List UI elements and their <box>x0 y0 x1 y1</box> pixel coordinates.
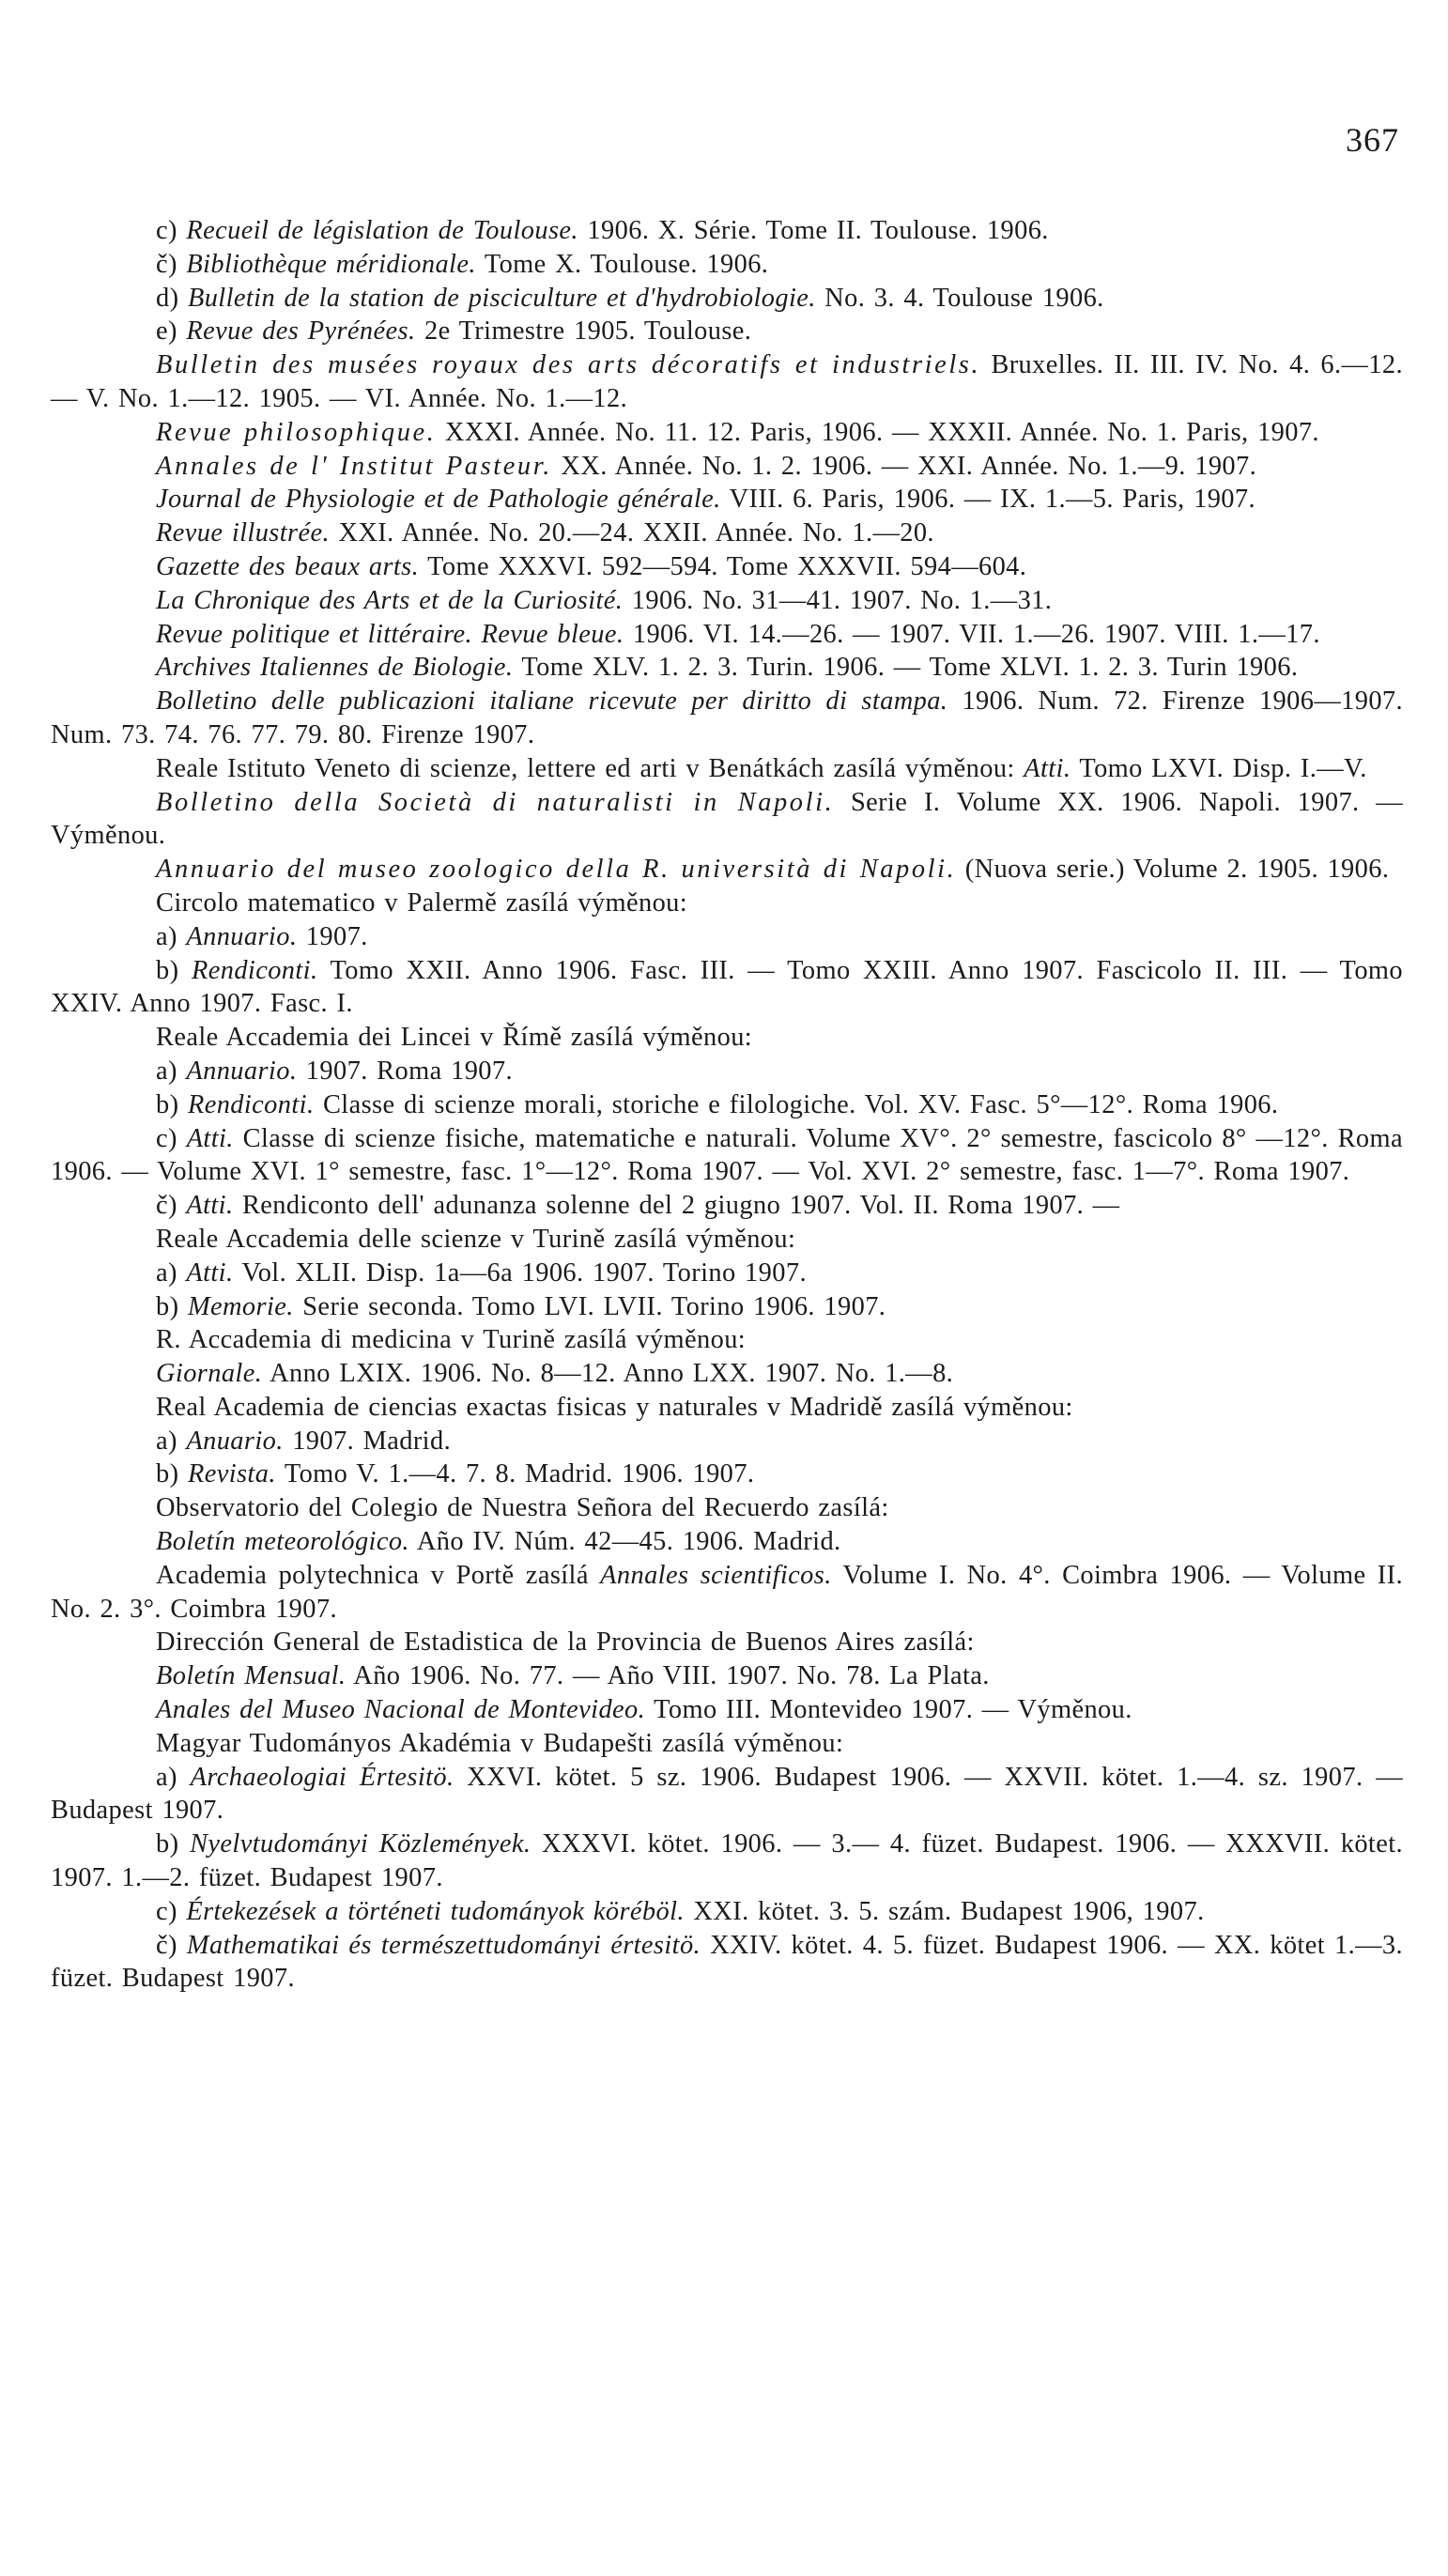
document-entry <box>51 1425 1403 1458</box>
entry-text: Tome XXXVI. 592—594. Tome XXXVII. 594—604. <box>419 551 1027 581</box>
entry-text: 1907. <box>297 921 368 951</box>
entry-text: Anno LXIX. 1906. No. 8—12. Anno LXX. 1907. No. 1.—8. <box>262 1359 954 1389</box>
document-entry <box>51 887 1403 920</box>
entry-text: b) <box>156 1291 188 1321</box>
entry-title: Memorie. <box>187 1291 294 1321</box>
entry-text: Tomo V. 1.—4. 7. 8. Madrid. 1906. 1907. <box>275 1459 755 1489</box>
document-entry <box>51 348 1403 416</box>
entry-text: XXXI. Année. No. 11. 12. Paris, 1906. — XXXII. Année. No. 1. Paris, 1907. <box>436 417 1319 447</box>
entry-title: Boletín Mensual. <box>156 1661 347 1691</box>
entry-text: Dirección General de Estadistica de la Provincia de Buenos Aires zasílá: <box>156 1627 975 1658</box>
entry-text: VIII. 6. Paris, 1906. — IX. 1.—5. Paris, 1907. <box>720 485 1256 515</box>
entry-text: 1907. Roma 1907. <box>297 1056 513 1086</box>
entry-text: č) <box>156 1191 187 1221</box>
entry-text: Volume I. No. 4°. Coimbra 1906. — Volume II. No. 2. 3°. Coimbra 1907. <box>51 1560 1403 1624</box>
document-entry <box>51 1895 1403 1929</box>
document-entry <box>51 1491 1403 1525</box>
document-entry <box>51 1290 1403 1324</box>
document-entry <box>51 248 1403 282</box>
document-entry <box>51 1257 1403 1290</box>
document-entry <box>51 1626 1403 1659</box>
document-entry <box>51 1055 1403 1088</box>
entry-text: Tomo LXVI. Disp. I.—V. <box>1071 753 1367 783</box>
entry-text: č) <box>156 1930 187 1960</box>
entry-text: Reale Accademia dei Lincei v Římě zasílá výměnou: <box>156 1023 753 1053</box>
entry-title: Bibliothèque méridionale. <box>186 249 476 279</box>
document-entry <box>51 1727 1403 1761</box>
entry-text: Vol. XLII. Disp. 1a—6a 1906. 1907. Torino 1907. <box>233 1257 807 1288</box>
document-entry <box>51 786 1403 854</box>
entry-text: No. 3. 4. Toulouse 1906. <box>815 283 1104 313</box>
entry-text: a) <box>156 1056 187 1086</box>
entry-title: Archaeologiai Értesitö. <box>190 1762 454 1792</box>
entry-title: Anales del Museo Nacional de Montevideo. <box>156 1695 646 1725</box>
entry-title: Atti. <box>186 1191 234 1221</box>
entry-text: XXXVI. kötet. 1906. — 3.— 4. füzet. Budapest. 1906. — XXXVII. kötet. 1907. 1.—2. füzet. Budapest 1907. <box>51 1829 1403 1893</box>
entry-title: Rendiconti. <box>191 955 318 985</box>
entry-text: Tome XLV. 1. 2. 3. Turin. 1906. — Tome XLVI. 1. 2. 3. Turin 1906. <box>513 653 1299 683</box>
entry-title: Giornale. <box>156 1359 263 1389</box>
entry-text: Bruxelles. II. III. IV. No. 4. 6.—12. — V. No. 1.—12. 1905. — VI. Année. No. 1.—12. <box>51 350 1403 413</box>
entry-text: 1906. VI. 14.—26. — 1907. VII. 1.—26. 1907. VIII. 1.—17. <box>624 619 1320 649</box>
page-number: 367 <box>1346 121 1399 159</box>
entry-title: La Chronique des Arts et de la Curiosité. <box>156 585 624 615</box>
entry-title: Anuario. <box>186 1426 284 1456</box>
entry-text: c) <box>156 1123 187 1153</box>
entry-text: b) <box>156 1089 188 1119</box>
entry-text: Tomo XXII. Anno 1906. Fasc. III. — Tomo XXIII. Anno 1907. Fascicolo II. III. — Tomo XXIV. Anno 1907. Fasc. I. <box>51 955 1403 1019</box>
entry-title: Értekezések a történeti tudományok köréböl. <box>186 1896 685 1926</box>
entry-title: Rendiconti. <box>187 1089 315 1119</box>
entry-text: Año 1906. No. 77. — Año VIII. 1907. No. 78. La Plata. <box>346 1661 990 1691</box>
entry-title: Bulletin des musées royaux des arts décoratifs et industriels. <box>156 350 981 380</box>
document-entry <box>51 1357 1403 1391</box>
document-entry <box>51 416 1403 450</box>
entry-text: XX. Année. No. 1. 2. 1906. — XXI. Année. No. 1.—9. 1907. <box>551 451 1257 481</box>
entry-title: Annuario del museo zoologico della R. università di Napoli. <box>156 855 957 885</box>
entry-title: Revue illustrée. <box>156 518 330 548</box>
entry-text: Tome X. Toulouse. 1906. <box>475 249 769 279</box>
document-entry <box>51 282 1403 316</box>
entry-title: Bolletino della Società di naturalisti in Napoli. <box>156 787 835 817</box>
entry-text: c) <box>156 1896 187 1926</box>
entry-text: a) <box>156 1257 187 1288</box>
entry-title: Bolletino delle publicazioni italiane ricevute per diritto di stampa. <box>156 686 948 717</box>
entry-text: a) <box>156 921 187 951</box>
entry-text: b) <box>156 1459 188 1489</box>
document-entry <box>51 315 1403 348</box>
document-entry <box>51 517 1403 550</box>
entry-text: 1907. Madrid. <box>283 1426 452 1456</box>
document-entry <box>51 483 1403 517</box>
entry-text: Reale Istituto Veneto di scienze, lettere ed arti v Benátkách zasílá výměnou: <box>156 753 1024 783</box>
entry-text: Serie I. Volume XX. 1906. Napoli. 1907. — Výměnou. <box>51 787 1403 851</box>
entry-title: Recueil de législation de Toulouse. <box>186 216 578 245</box>
entry-title: Annuario. <box>186 1056 298 1086</box>
entry-title: Annales de l' Institut Pasteur. <box>156 451 552 481</box>
document-entry <box>51 752 1403 786</box>
entry-text: b) <box>156 1829 191 1859</box>
entry-text: Reale Accademia delle scienze v Turině zasílá výměnou: <box>156 1224 796 1254</box>
entry-title: Revista. <box>187 1459 276 1489</box>
entry-title: Atti. <box>186 1257 234 1288</box>
entry-text: R. Accademia di medicina v Turině zasílá výměnou: <box>156 1325 747 1355</box>
document-entry <box>51 1659 1403 1693</box>
document-entry <box>51 1323 1403 1357</box>
entry-text: XXVI. kötet. 5 sz. 1906. Budapest 1906. — XXVII. kötet. 1.—4. sz. 1907. — Budapest 1907. <box>51 1762 1403 1826</box>
entry-text: c) <box>156 216 187 245</box>
entry-text: Observatorio del Colegio de Nuestra Señora del Recuerdo zasílá: <box>156 1493 889 1523</box>
entry-text: XXI. kötet. 3. 5. szám. Budapest 1906, 1907. <box>684 1896 1205 1926</box>
document-entry <box>51 853 1403 887</box>
entry-title: Bulletin de la station de pisciculture et d'hydrobiologie. <box>187 283 816 313</box>
document-entry <box>51 920 1403 954</box>
document-entry <box>51 1189 1403 1223</box>
entry-text: a) <box>156 1426 187 1456</box>
entry-text: Rendiconto dell' adunanza solenne del 2 giugno 1907. Vol. II. Roma 1907. — <box>233 1191 1120 1221</box>
entry-text: a) <box>156 1762 191 1792</box>
entry-text: Año IV. Núm. 42—45. 1906. Madrid. <box>408 1527 841 1557</box>
entry-text: č) <box>156 249 187 279</box>
document-entry <box>51 1693 1403 1727</box>
document-entry <box>51 1525 1403 1559</box>
entry-text: XXIV. kötet. 4. 5. füzet. Budapest 1906. — XX. kötet 1.—3. füzet. Budapest 1907. <box>51 1930 1403 1994</box>
entry-text: Academia polytechnica v Portě zasílá <box>156 1560 601 1590</box>
entry-title: Atti. <box>186 1123 234 1153</box>
entry-text: 2e Trimestre 1905. Toulouse. <box>415 316 752 347</box>
entry-title: Nyelvtudományi Közlemények. <box>190 1829 531 1859</box>
entry-title: Annuario. <box>186 921 298 951</box>
entry-text: Magyar Tudományos Akadémia v Budapešti zasílá výměnou: <box>156 1728 844 1758</box>
entry-title: Gazette des beaux arts. <box>156 551 420 581</box>
entry-text: d) <box>156 283 188 313</box>
entry-text: e) <box>156 316 187 347</box>
entry-text: 1906. Num. 72. Firenze 1906—1907. Num. 73. 74. 76. 77. 79. 80. Firenze 1907. <box>51 686 1404 749</box>
document-entry <box>51 1458 1403 1491</box>
document-entry <box>51 550 1403 584</box>
document-entry <box>51 1223 1403 1257</box>
document-entry <box>51 685 1403 752</box>
document-body <box>51 214 1403 1996</box>
document-entry <box>51 1828 1403 1895</box>
entry-title: Revue politique et littéraire. Revue bleue. <box>156 619 624 649</box>
document-entry <box>51 1088 1403 1122</box>
entry-text: Real Academia de ciencias exactas fisicas y naturales v Madridě zasílá výměnou: <box>156 1392 1073 1422</box>
document-entry <box>51 1929 1403 1997</box>
entry-title: Revue philosophique. <box>156 417 437 447</box>
entry-title: Archives Italiennes de Biologie. <box>156 653 514 683</box>
document-entry <box>51 584 1403 618</box>
document-entry <box>51 450 1403 484</box>
entry-title: Annales scientificos. <box>600 1560 832 1590</box>
entry-text: b) <box>156 955 192 985</box>
entry-text: Tomo III. Montevideo 1907. — Výměnou. <box>645 1695 1132 1725</box>
entry-text: Circolo matematico v Palermě zasílá výměnou: <box>156 887 688 918</box>
entry-title: Journal de Physiologie et de Pathologie générale. <box>156 485 721 515</box>
entry-title: Atti. <box>1024 753 1071 783</box>
entry-text: Classe di scienze fisiche, matematiche e naturali. Volume XV°. 2° semestre, fascicolo 8° —12°. Roma 1906. — Volume XVI. 1° semestre, fasc. 1°—12°. Roma 1907. — Vol. XVI. 2° semestre, fasc. 1—7°. Roma 1907. <box>51 1123 1403 1187</box>
document-entry <box>51 1021 1403 1055</box>
entry-text: Classe di scienze morali, storiche e filologiche. Vol. XV. Fasc. 5°—12°. Roma 1906. <box>314 1089 1279 1119</box>
document-entry <box>51 214 1403 248</box>
entry-text: 1906. No. 31—41. 1907. No. 1.—31. <box>623 585 1053 615</box>
entry-title: Mathematikai és természettudományi értesitö. <box>186 1930 701 1960</box>
entry-text: (Nuova serie.) Volume 2. 1905. 1906. <box>956 855 1390 885</box>
entry-title: Boletín meteorológico. <box>156 1527 409 1557</box>
document-entry <box>51 1391 1403 1425</box>
entry-text: XXI. Année. No. 20.—24. XXII. Année. No. 1.—20. <box>329 518 934 548</box>
entry-text: 1906. X. Série. Tome II. Toulouse. 1906. <box>578 216 1049 245</box>
document-entry <box>51 618 1403 652</box>
document-entry <box>51 954 1403 1022</box>
document-entry <box>51 1761 1403 1828</box>
document-entry <box>51 1122 1403 1190</box>
document-entry <box>51 651 1403 685</box>
entry-title: Revue des Pyrénées. <box>186 316 416 347</box>
entry-text: Serie seconda. Tomo LVI. LVII. Torino 1906. 1907. <box>293 1291 886 1321</box>
document-entry <box>51 1559 1403 1627</box>
